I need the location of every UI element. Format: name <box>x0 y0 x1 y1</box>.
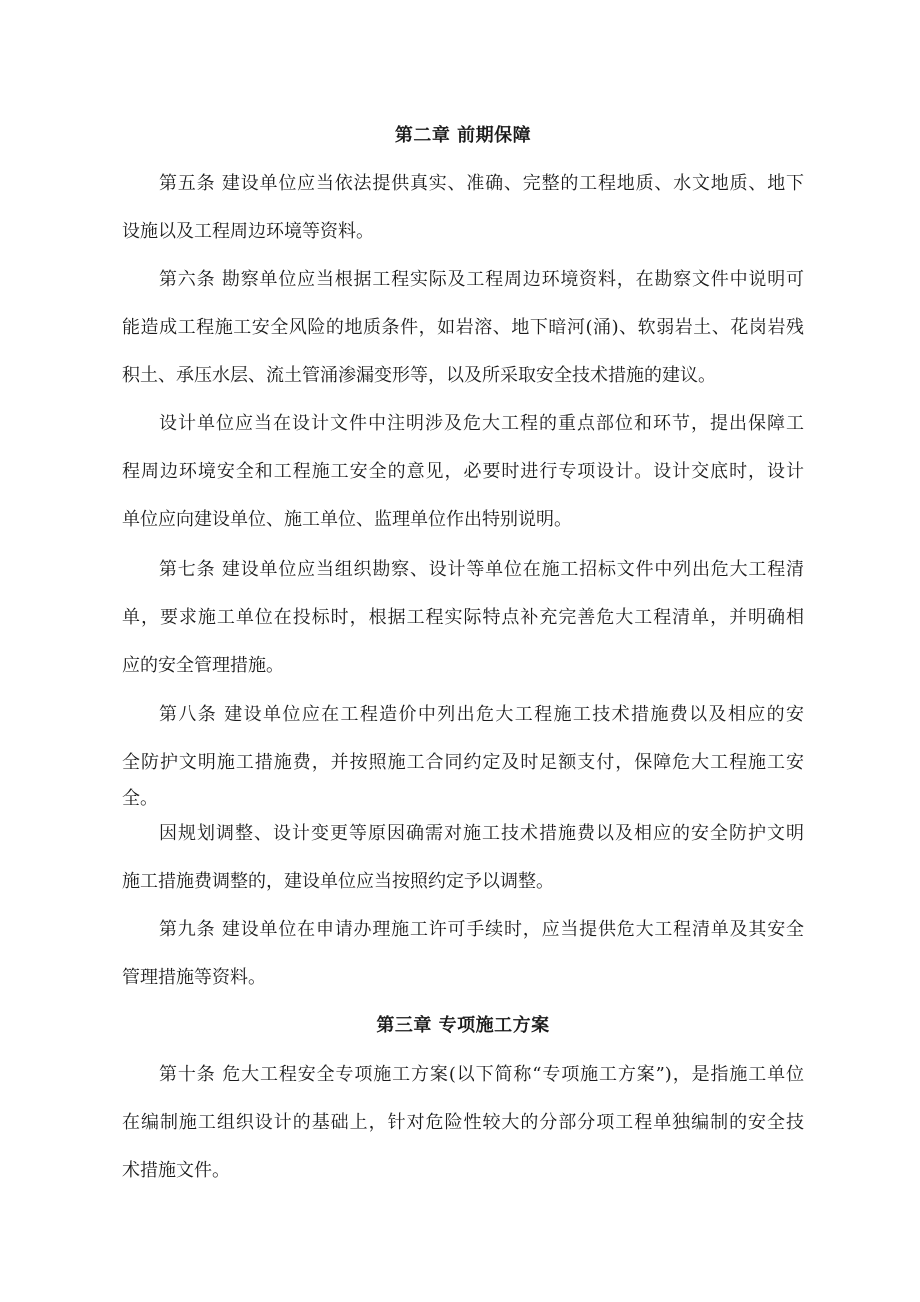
article-6-paragraph-2-line-2: 程周边环境安全和工程施工安全的意见，必要时进行专项设计。设计交底时，设计 <box>122 461 804 482</box>
article-5 <box>122 172 804 244</box>
article-9-line-2: 管理措施等资料。 <box>122 967 266 988</box>
article-6-paragraph-2-line-1: 设计单位应当在设计文件中注明涉及危大工程的重点部位和环节，提出保障工 <box>159 413 804 434</box>
article-10-line-1: 第十条 危大工程安全专项施工方案(以下简称“专项施工方案”)，是指施工单位 <box>159 1064 804 1085</box>
chapter-2-heading: 第二章 前期保障 <box>394 125 532 146</box>
article-8 <box>122 703 804 811</box>
article-8-line-3: 全。 <box>122 788 158 809</box>
article-8-line-2: 全防护文明施工措施费，并按照施工合同约定及时足额支付，保障危大工程施工安 <box>122 752 804 773</box>
article-6-paragraph-2 <box>122 412 804 532</box>
chapter-3-heading: 第三章 专项施工方案 <box>376 1015 550 1036</box>
article-8-paragraph-2-line-1: 因规划调整、设计变更等原因确需对施工技术措施费以及相应的安全防护文明 <box>159 823 804 844</box>
article-6-line-2: 能造成工程施工安全风险的地质条件，如岩溶、地下暗河(涌)、软弱岩土、花岗岩残 <box>122 317 804 338</box>
article-10 <box>122 1063 804 1183</box>
article-8-paragraph-2-line-2: 施工措施费调整的，建设单位应当按照约定予以调整。 <box>122 871 554 892</box>
article-8-line-1: 第八条 建设单位应在工程造价中列出危大工程施工技术措施费以及相应的安 <box>159 704 804 725</box>
article-6-line-1: 第六条 勘察单位应当根据工程实际及工程周边环境资料，在勘察文件中说明可 <box>159 269 804 290</box>
article-9-line-1: 第九条 建设单位在申请办理施工许可手续时，应当提供危大工程清单及其安全 <box>159 919 804 940</box>
article-10-line-2: 在编制施工组织设计的基础上，针对危险性较大的分部分项工程单独编制的安全技 <box>122 1112 804 1133</box>
article-10-line-3: 术措施文件。 <box>122 1160 230 1181</box>
article-5-line-1: 第五条 建设单位应当依法提供真实、准确、完整的工程地质、水文地质、地下 <box>159 173 804 194</box>
article-7-line-3: 应的安全管理措施。 <box>122 655 284 676</box>
article-6-paragraph-2-line-3: 单位应向建设单位、施工单位、监理单位作出特别说明。 <box>122 509 572 530</box>
article-9 <box>122 918 804 990</box>
article-5-line-2: 设施以及工程周边环境等资料。 <box>122 221 374 242</box>
article-7-line-2: 单，要求施工单位在投标时，根据工程实际特点补充完善危大工程清单，并明确相 <box>122 607 804 628</box>
article-6-line-3: 积土、承压水层、流土管涌渗漏变形等，以及所采取安全技术措施的建议。 <box>122 365 716 386</box>
article-7-line-1: 第七条 建设单位应当组织勘察、设计等单位在施工招标文件中列出危大工程清 <box>159 559 804 580</box>
article-6 <box>122 268 804 388</box>
article-7 <box>122 558 804 678</box>
article-8-paragraph-2 <box>122 822 804 894</box>
